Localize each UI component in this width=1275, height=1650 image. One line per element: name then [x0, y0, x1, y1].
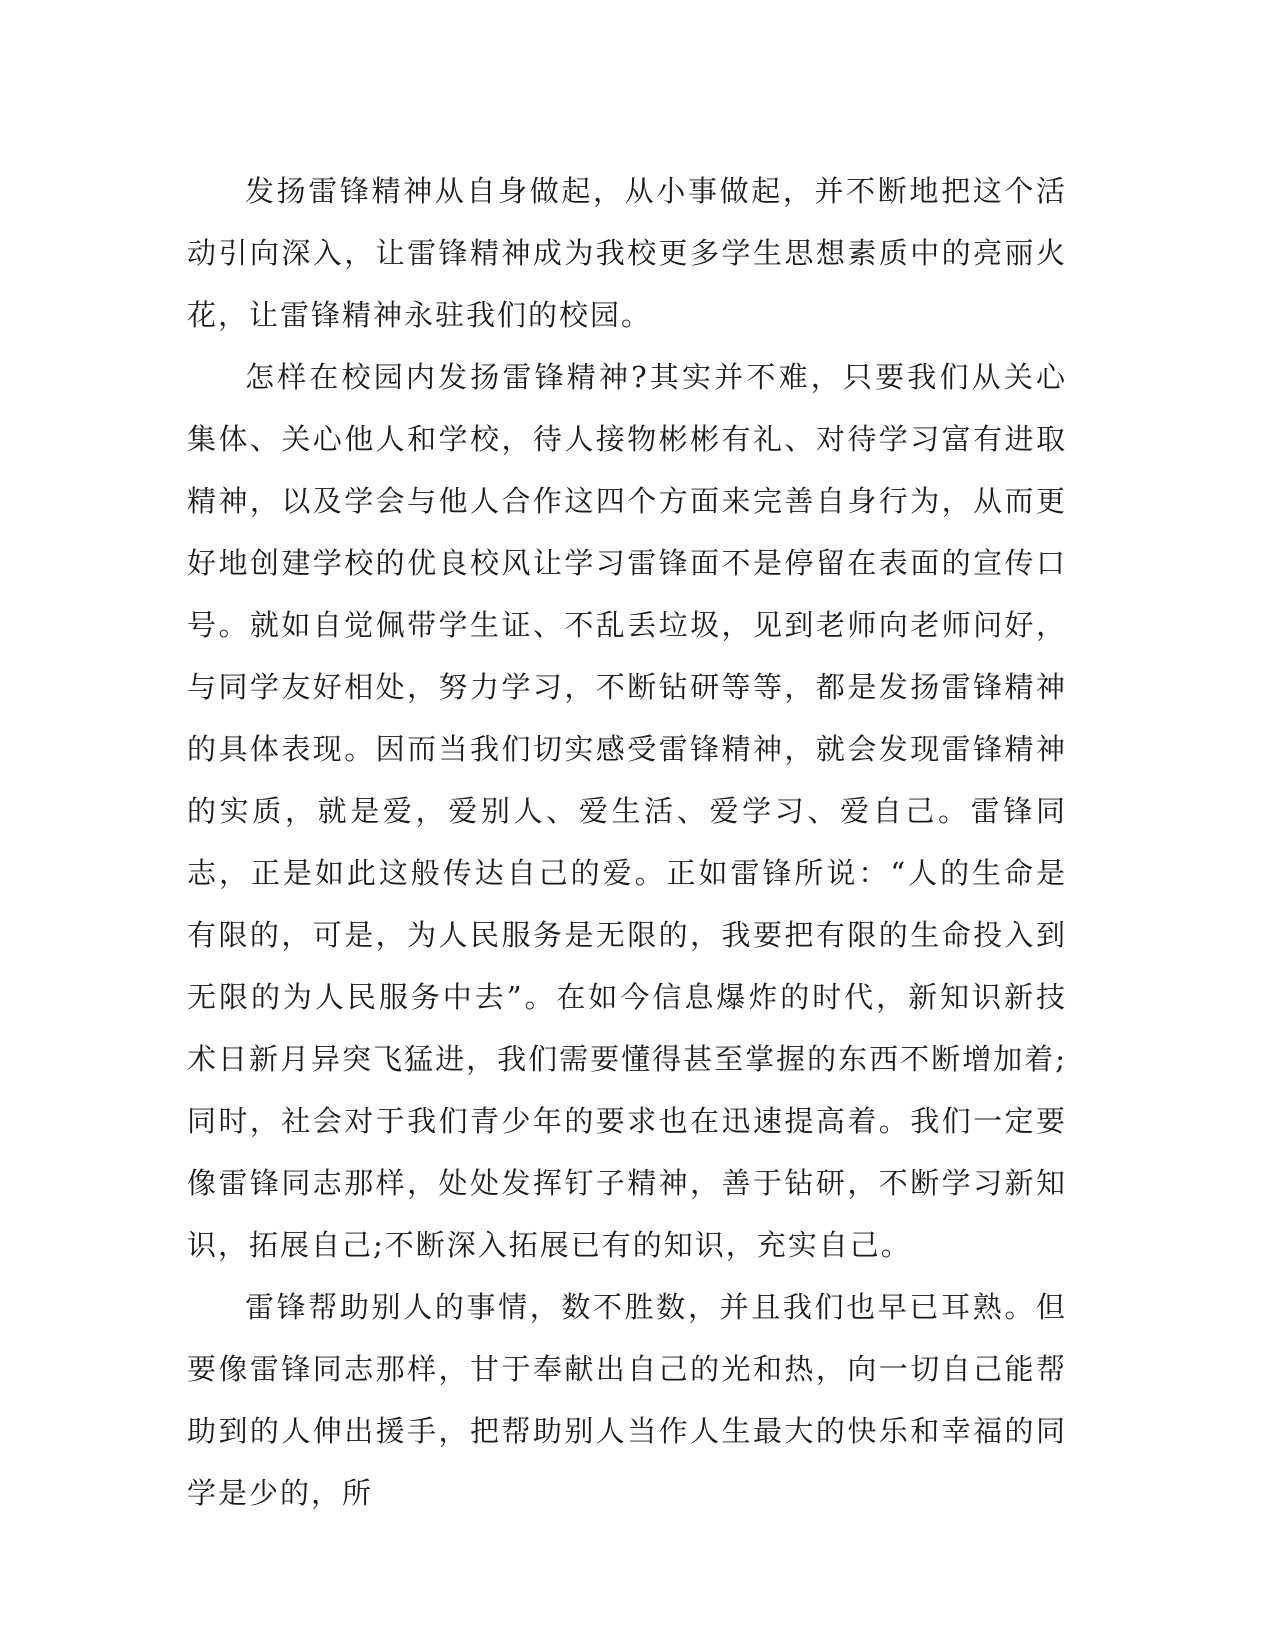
paragraph-1: 发扬雷锋精神从自身做起，从小事做起，并不断地把这个活动引向深入，让雷锋精神成为我校更多学生思想素质中的亮丽火花，让雷锋精神永驻我们的校园。 [187, 174, 1067, 332]
paragraph-3: 雷锋帮助别人的事情，数不胜数，并且我们也早已耳熟。但要像雷锋同志那样，甘于奉献出自己的光和热，向一切自己能帮助到的人伸出援手，把帮助别人当作人生最大的快乐和幸福的同学是少的，所 [187, 1290, 1067, 1510]
paragraph-2: 怎样在校园内发扬雷锋精神?其实并不难，只要我们从关心集体、关心他人和学校，待人接物彬彬有礼、对待学习富有进取精神，以及学会与他人合作这四个方面来完善自身行为，从而更好地创建学校的优良校风让学习雷锋面不是停留在表面的宣传口号。就如自觉佩带学生证、不乱丢垃圾，见到老师向老师问好，与同学友好相处，努力学习，不断钻研等等，都是发扬雷锋精神的具体表现。因而当我们切实感受雷锋精神，就会发现雷锋精神的实质，就是爱，爱别人、爱生活、爱学习、爱自己。雷锋同志，正是如此这般传达自己的爱。正如雷锋所说：“人的生命是有限的，可是，为人民服务是无限的，我要把有限的生命投入到无限的为人民服务中去”。在如今信息爆炸的时代，新知识新技术日新月异突飞猛进，我们需要懂得甚至掌握的东西不断增加着;同时，社会对于我们青少年的要求也在迅速提高着。我们一定要像雷锋同志那样，处处发挥钉子精神，善于钻研，不断学习新知识，拓展自己;不断深入拓展已有的知识，充实自己。 [187, 360, 1067, 1262]
document-page [187, 160, 1067, 1524]
